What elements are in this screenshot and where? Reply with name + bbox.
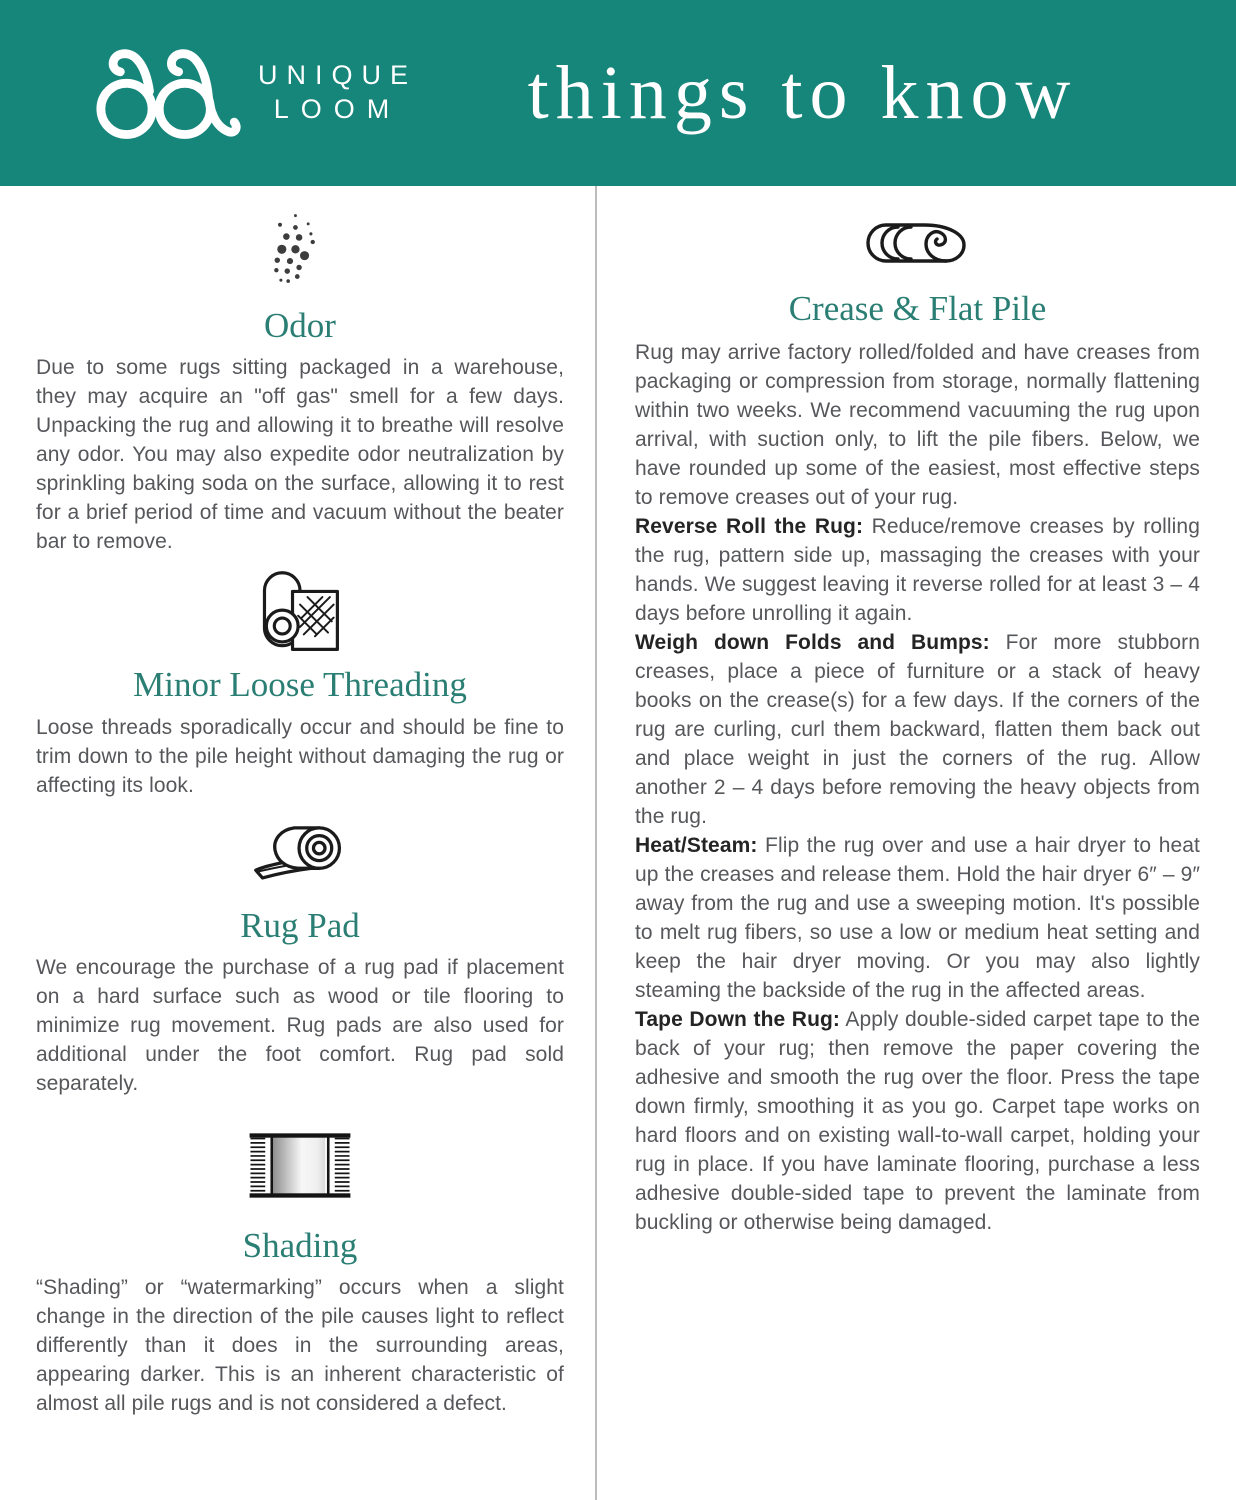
tip-weigh-down-text: For more stubborn creases, place a piece of furniture or a stack of heavy books on the crease(s) for a few days. If the corners of the rug are curling, curl them backward, flatten them back out and place weight in just the corners of the rug. Allow another 2 – 4 days before removing the heavy objects from the rug. — [635, 631, 1200, 829]
tip-reverse-roll-text: Reduce/remove creases by rolling the rug, pattern side up, massaging the creases with your hands. We suggest leaving it reverse rolled for at least 3 – 4 days before unrolling it again. — [635, 515, 1200, 626]
section-shading — [36, 1129, 564, 1418]
two-column-content — [0, 186, 1236, 1500]
brand-logo — [92, 40, 417, 146]
section-heading-odor: Odor — [264, 306, 336, 345]
tip-heat-steam-lead: Heat/Steam: — [635, 834, 758, 858]
section-crease-flat-pile — [635, 218, 1200, 1237]
section-heading-shading: Shading — [242, 1225, 358, 1265]
tip-tape-down-text: Apply double-sided carpet tape to the back of your rug; then remove the paper covering the adhesive and smooth the rug over the floor. Press the tape down firmly, smoothing it as you go. Carpet tape works on hard floors and on existing wall-to-wall carpet, holding your rug in place. If you have laminate flooring, purchase a less adhesive double-sided tape to prevent the laminate from buckling or otherwise being damaged. — [635, 1008, 1200, 1235]
unique-loom-logo-icon — [92, 40, 244, 146]
brand-wordmark — [258, 59, 417, 127]
tip-tape-down-lead: Tape Down the Rug: — [635, 1008, 841, 1032]
section-body-odor: Due to some rugs sitting packaged in a warehouse, they may acquire an "off gas" smell for a few days. Unpacking the rug and allowing it to breathe will resolve any odor. You may also expedite odor neutralization by sprinkling baking soda on the surface, allowing it to rest for a brief period of time and vacuum without the beater bar to remove. — [36, 356, 564, 554]
tip-weigh-down — [635, 628, 1200, 831]
tip-heat-steam-text: Flip the rug over and use a hair dryer to heat up the creases and release them. Hold the hair dryer 6″ – 9″ away from the rug and use a sweeping motion. It's possible to melt rug fibers, so use a low or medium heat setting and keep the hair dryer moving. Or you may also lightly steaming the backside of the rug in the affected areas. — [635, 834, 1200, 1003]
section-body-shading: “Shading” or “watermarking” occurs when a slight change in the direction of the pile causes light to reflect differently than it does in the surrounding areas, appearing darker. This is an inherent characteristic of almost all pile rugs and is not considered a defect. — [36, 1276, 564, 1415]
page-title: things to know — [527, 50, 1078, 135]
tip-weigh-down-lead: Weigh down Folds and Bumps: — [635, 631, 990, 655]
tip-reverse-roll — [635, 512, 1200, 628]
tip-tape-down — [635, 1005, 1200, 1237]
section-body-threading: Loose threads sporadically occur and should be fine to trim down to the pile height without damaging the rug or affecting its look. — [36, 715, 564, 797]
section-heading-rug-pad: Rug Pad — [240, 905, 360, 945]
tip-reverse-roll-lead: Reverse Roll the Rug: — [635, 515, 864, 539]
section-odor — [36, 212, 564, 556]
rolled-rug-crosshatch-icon — [36, 569, 564, 655]
brand-word-loom: LOOM — [273, 94, 402, 124]
section-minor-loose-threading — [36, 569, 564, 799]
section-heading-threading: Minor Loose Threading — [133, 665, 467, 705]
tip-heat-steam — [635, 831, 1200, 1005]
shaded-rug-icon — [36, 1129, 564, 1202]
section-intro-crease: Rug may arrive factory rolled/folded and have creases from packaging or compression from storage, normally flattening within two weeks. We recommend vacuuming the rug upon arrival, with suction only, to lift the pile fibers. Below, we have rounded up some of the easiest, most effective steps to remove creases out of your rug. — [635, 341, 1200, 510]
section-heading-crease: Crease & Flat Pile — [788, 289, 1047, 328]
left-column — [0, 186, 597, 1500]
header-banner — [0, 0, 1236, 186]
section-rug-pad — [36, 820, 564, 1098]
brand-word-unique: UNIQUE — [258, 60, 418, 91]
odor-particles-icon — [36, 212, 564, 292]
rug-pad-roll-icon — [36, 820, 564, 882]
right-column — [597, 186, 1236, 1500]
section-body-rug-pad: We encourage the purchase of a rug pad if placement on a hard surface such as wood or tile flooring to minimize rug movement. Rug pads are also used for additional under the foot comfort. Rug pad sold separately. — [36, 955, 564, 1095]
rolled-rug-spiral-icon — [635, 218, 1200, 273]
